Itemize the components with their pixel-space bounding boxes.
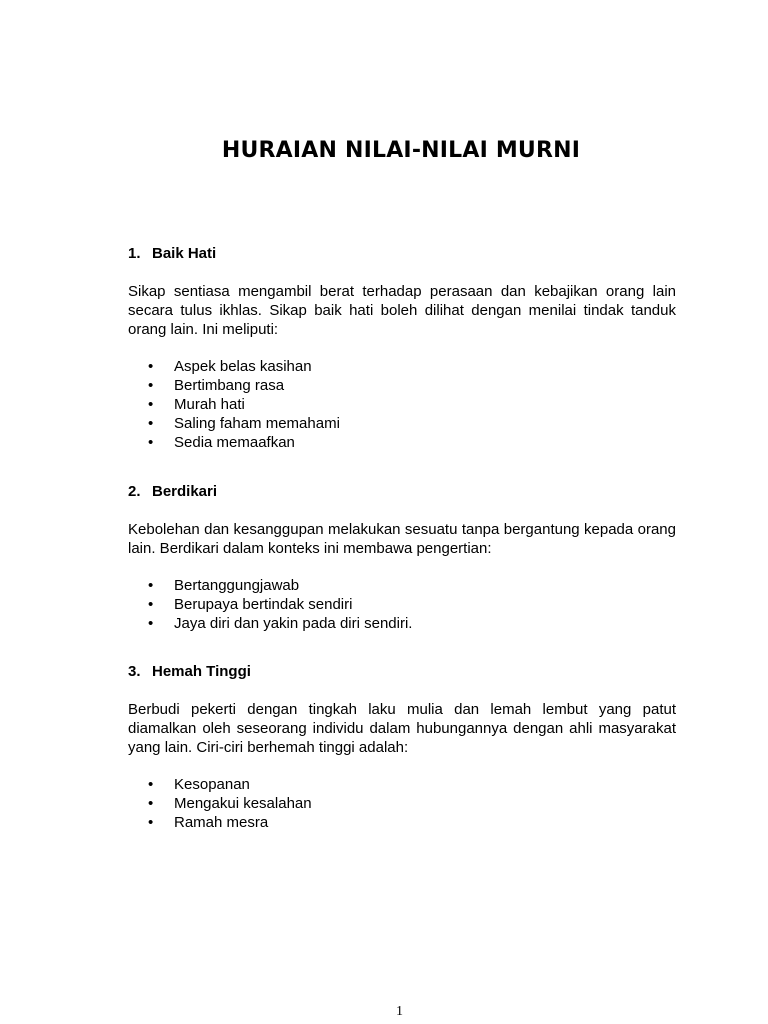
bullet-icon: • (148, 776, 154, 793)
bullet-icon: • (148, 396, 154, 413)
section-paragraph: Berbudi pekerti dengan tingkah laku mulia dan lemah lembut yang patut diamalkan oleh seseorang individu dalam hubungannya dengan ahli masyarakat yang lain. Ciri-ciri berhemah tinggi adalah: (128, 701, 676, 756)
list-item-text: Jaya diri dan yakin pada diri sendiri. (174, 615, 413, 632)
list-item-text: Ramah mesra (174, 814, 269, 831)
section-title: Berdikari (152, 483, 218, 500)
bullet-icon: • (148, 577, 154, 594)
bullet-icon: • (148, 415, 154, 432)
bullet-icon: • (148, 596, 154, 613)
section-paragraph: Sikap sentiasa mengambil berat terhadap perasaan dan kebajikan orang lain secara tulus ikhlas. Sikap baik hati boleh dilihat dengan menilai tindak tanduk orang lain. Ini meliputi: (128, 283, 676, 338)
section-hemah-tinggi (128, 662, 676, 832)
list-item-text: Kesopanan (174, 776, 250, 793)
list-item (128, 595, 676, 614)
list-item-text: Murah hati (174, 396, 245, 413)
section-heading (128, 482, 676, 501)
bullet-icon: • (148, 377, 154, 394)
section-heading (128, 662, 676, 681)
bullet-list (128, 576, 676, 633)
list-item-text: Aspek belas kasihan (174, 358, 312, 375)
section-baik-hati (128, 244, 676, 452)
list-item-text: Saling faham memahami (174, 415, 340, 432)
bullet-list (128, 357, 676, 452)
section-berdikari (128, 482, 676, 633)
section-heading (128, 244, 676, 263)
page-number: 1 (396, 1004, 403, 1019)
list-item-text: Sedia memaafkan (174, 434, 295, 451)
list-item (128, 813, 676, 832)
section-number: 3. (128, 663, 141, 680)
list-item (128, 576, 676, 595)
page-title: HURAIAN NILAI-NILAI MURNI (221, 138, 581, 163)
bullet-icon: • (148, 434, 154, 451)
section-title: Hemah Tinggi (152, 663, 251, 680)
list-item-text: Bertimbang rasa (174, 377, 285, 394)
list-item (128, 357, 676, 376)
list-item-text: Berupaya bertindak sendiri (174, 596, 353, 613)
list-item (128, 433, 676, 452)
list-item (128, 376, 676, 395)
section-paragraph: Kebolehan dan kesanggupan melakukan sesuatu tanpa bergantung kepada orang lain. Berdikari dalam konteks ini membawa pengertian: (128, 521, 676, 557)
list-item-text: Mengakui kesalahan (174, 795, 312, 812)
bullet-icon: • (148, 358, 154, 375)
section-number: 1. (128, 245, 141, 262)
list-item (128, 775, 676, 794)
bullet-icon: • (148, 795, 154, 812)
list-item (128, 395, 676, 414)
section-number: 2. (128, 483, 141, 500)
bullet-list (128, 775, 676, 832)
list-item (128, 794, 676, 813)
section-title: Baik Hati (152, 245, 217, 262)
list-item (128, 414, 676, 433)
bullet-icon: • (148, 615, 154, 632)
list-item-text: Bertanggungjawab (174, 577, 300, 594)
list-item (128, 614, 676, 633)
bullet-icon: • (148, 814, 154, 831)
